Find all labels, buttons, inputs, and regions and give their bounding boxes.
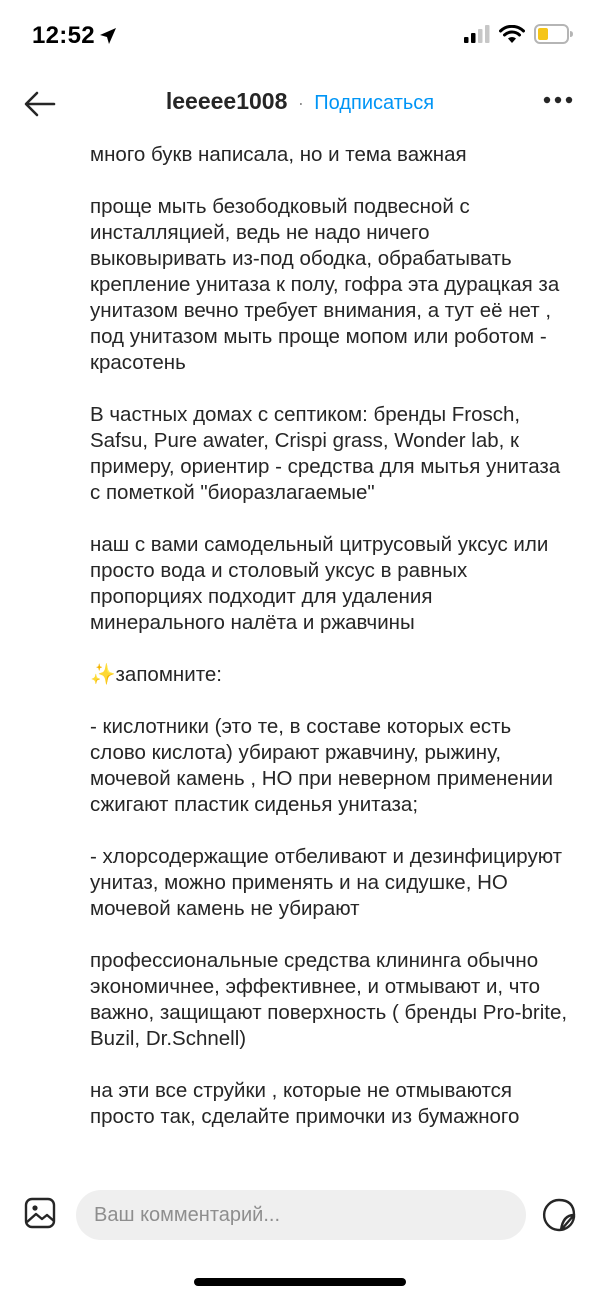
caption-paragraph: много букв написала, но и тема важная — [90, 143, 467, 166]
sparkles-icon: ✨ — [90, 663, 116, 686]
status-time: 12:52 — [32, 22, 95, 49]
caption-text: запомните: — [115, 663, 222, 686]
photo-icon[interactable] — [24, 1197, 56, 1229]
caption-paragraph: В частных домах с септиком: бренды Frosch, Safsu, Pure awater, Crispi grass, Wonder lab, к примеру, ориентир - средства для мытья унитаза с пометкой "биоразлагаемые" — [90, 403, 561, 504]
location-arrow-icon — [98, 26, 118, 46]
post-caption — [90, 142, 570, 1182]
sticker-icon[interactable] — [541, 1197, 577, 1233]
caption-paragraph: на эти все струйки , которые не отмываются просто так, сделайте примочки из бумажного — [90, 1079, 520, 1128]
caption-paragraph: наш с вами самодельный цитрусовый уксус или просто вода и столовый уксус в равных пропорциях подходит для удаления минерального налёта и ржавчины — [90, 533, 549, 634]
comment-bar — [0, 1180, 600, 1250]
caption-paragraph: профессиональные средства клининга обычно экономичнее, эффективнее, и отмывают и, что важно, защищают поверхность ( бренды Pro-brite, Buzil, Dr.Schnell) — [90, 949, 568, 1050]
home-indicator — [194, 1278, 406, 1286]
battery-low-icon — [534, 24, 574, 44]
caption-paragraph: - хлорсодержащие отбеливают и дезинфицируют унитаз, можно применять и на сидушке, НО мочевой камень не убирают — [90, 845, 563, 920]
follow-button[interactable]: Подписаться — [314, 92, 435, 114]
post-header — [0, 70, 600, 134]
signal-icon — [464, 25, 490, 43]
status-bar — [0, 0, 600, 70]
comment-input[interactable] — [76, 1190, 526, 1240]
header-title — [0, 88, 600, 115]
caption-paragraph: - кислотники (это те, в составе которых есть слово кислота) убирают ржавчину, рыжину, мочевой камень , НО при неверном применении сжигают пластик сиденья унитаза; — [90, 715, 553, 816]
separator-dot: · — [297, 93, 304, 113]
wifi-icon — [499, 25, 525, 44]
more-icon[interactable] — [542, 94, 574, 106]
username-link[interactable]: leeeee1008 — [165, 88, 288, 114]
status-icons — [464, 24, 574, 44]
caption-paragraph: проще мыть безободковый подвесной с инсталляцией, ведь не надо ничего выковыривать из-под ободка, обрабатывать крепление унитаза к полу, гофра эта дурацкая за унитазом вечно требует внимания, а тут её нет , под унитазом мыть проще мопом или роботом - красотень — [90, 195, 560, 374]
caption-paragraph-remember — [90, 662, 570, 688]
